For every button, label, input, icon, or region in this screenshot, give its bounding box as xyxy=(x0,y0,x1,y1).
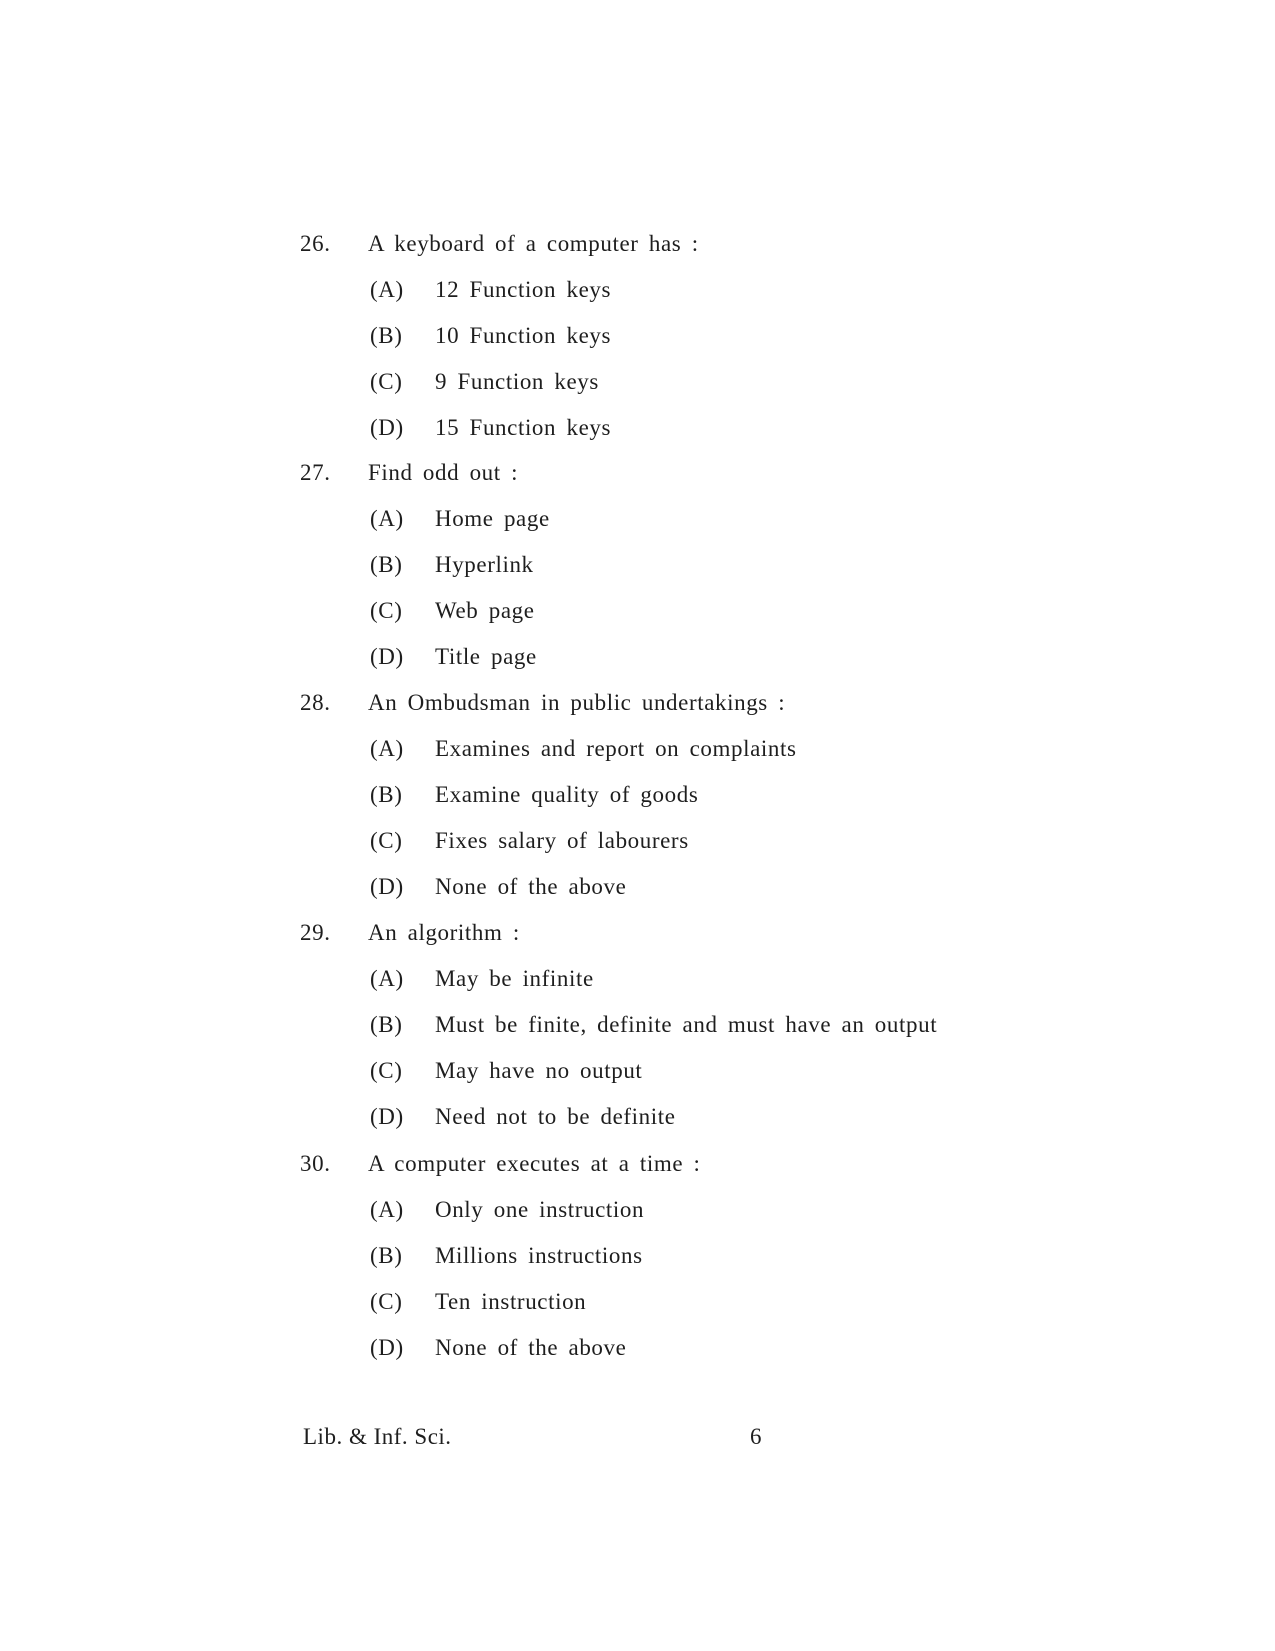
page-footer xyxy=(0,1422,1275,1452)
option-letter: (D) xyxy=(370,874,404,899)
option-text: Need not to be definite xyxy=(435,1104,676,1129)
question-29 xyxy=(0,918,1275,1132)
question-header xyxy=(0,918,1275,948)
option-c xyxy=(0,826,1275,856)
option-letter: (A) xyxy=(370,1197,404,1222)
option-letter: (C) xyxy=(370,1058,403,1083)
option-text: 10 Function keys xyxy=(435,323,612,348)
question-header xyxy=(0,229,1275,259)
option-letter: (D) xyxy=(370,415,404,440)
option-c xyxy=(0,1287,1275,1317)
option-letter: (A) xyxy=(370,736,404,761)
option-text: Only one instruction xyxy=(435,1197,645,1222)
subject-label: Lib. & Inf. Sci. xyxy=(303,1424,452,1449)
option-d xyxy=(0,1102,1275,1132)
option-text: May have no output xyxy=(435,1058,643,1083)
question-28 xyxy=(0,688,1275,902)
option-letter: (D) xyxy=(370,644,404,669)
option-text: Fixes salary of labourers xyxy=(435,828,689,853)
option-text: 9 Function keys xyxy=(435,369,599,394)
option-d xyxy=(0,413,1275,443)
option-text: Millions instructions xyxy=(435,1243,643,1268)
option-text: May be infinite xyxy=(435,966,594,991)
question-number: 27. xyxy=(300,460,331,485)
question-text: A computer executes at a time : xyxy=(368,1151,701,1176)
question-number: 30. xyxy=(300,1151,331,1176)
option-letter: (C) xyxy=(370,598,403,623)
question-number: 28. xyxy=(300,690,331,715)
question-text: Find odd out : xyxy=(368,460,519,485)
option-text: Ten instruction xyxy=(435,1289,587,1314)
option-letter: (B) xyxy=(370,1243,403,1268)
option-d xyxy=(0,642,1275,672)
option-text: 12 Function keys xyxy=(435,277,612,302)
question-text: An Ombudsman in public undertakings : xyxy=(368,690,786,715)
question-header xyxy=(0,1149,1275,1179)
option-text: Title page xyxy=(435,644,537,669)
option-b xyxy=(0,1241,1275,1271)
option-b xyxy=(0,550,1275,580)
option-letter: (A) xyxy=(370,277,404,302)
question-30 xyxy=(0,1149,1275,1363)
question-header xyxy=(0,458,1275,488)
option-c xyxy=(0,1056,1275,1086)
question-27 xyxy=(0,458,1275,672)
option-text: Examines and report on complaints xyxy=(435,736,797,761)
option-letter: (B) xyxy=(370,1012,403,1037)
option-letter: (D) xyxy=(370,1104,404,1129)
question-number: 26. xyxy=(300,231,331,256)
option-d xyxy=(0,1333,1275,1363)
option-b xyxy=(0,780,1275,810)
question-26 xyxy=(0,229,1275,443)
option-text: Home page xyxy=(435,506,550,531)
question-text: A keyboard of a computer has : xyxy=(368,231,699,256)
option-text: None of the above xyxy=(435,1335,627,1360)
option-d xyxy=(0,872,1275,902)
option-a xyxy=(0,964,1275,994)
option-a xyxy=(0,275,1275,305)
option-text: Hyperlink xyxy=(435,552,534,577)
option-letter: (C) xyxy=(370,828,403,853)
option-letter: (B) xyxy=(370,323,403,348)
option-text: Web page xyxy=(435,598,535,623)
option-letter: (B) xyxy=(370,782,403,807)
question-header xyxy=(0,688,1275,718)
option-text: Must be finite, definite and must have an output xyxy=(435,1012,938,1037)
option-c xyxy=(0,596,1275,626)
option-b xyxy=(0,321,1275,351)
option-text: None of the above xyxy=(435,874,627,899)
option-b xyxy=(0,1010,1275,1040)
option-a xyxy=(0,734,1275,764)
option-a xyxy=(0,1195,1275,1225)
option-letter: (C) xyxy=(370,1289,403,1314)
option-c xyxy=(0,367,1275,397)
page-number: 6 xyxy=(750,1424,762,1449)
option-letter: (C) xyxy=(370,369,403,394)
question-number: 29. xyxy=(300,920,331,945)
option-letter: (D) xyxy=(370,1335,404,1360)
option-a xyxy=(0,504,1275,534)
question-text: An algorithm : xyxy=(368,920,520,945)
option-letter: (A) xyxy=(370,966,404,991)
option-letter: (A) xyxy=(370,506,404,531)
option-letter: (B) xyxy=(370,552,403,577)
option-text: 15 Function keys xyxy=(435,415,612,440)
option-text: Examine quality of goods xyxy=(435,782,699,807)
